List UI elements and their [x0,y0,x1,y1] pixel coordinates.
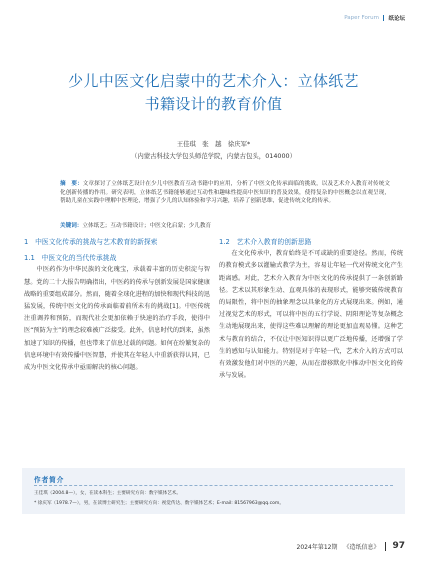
bio-divider [34,485,393,486]
section-label-zh: 纸论坛 [388,16,405,22]
abstract-label: 摘 要： [60,181,83,187]
author-bio-box [22,468,405,514]
keywords [60,221,211,229]
section-label-en: Paper Forum [344,15,379,21]
bio-line-1: 王佳琪（2004.8—），女，在读本科生；主要研究方向：数字媒体艺术。 [34,491,181,496]
issue-label: 2024年第12期 [296,543,338,551]
journal-name: 《造纸信息》 [343,543,380,551]
author-list: 王佳琪 张 越 徐庆军* [176,140,251,148]
subsection-heading-1-1: 1.1 中医文化的当代传承挑战 [24,254,117,263]
affiliation: （内蒙古科技大学包头师范学院，内蒙古包头，014000） [131,152,296,160]
section-header [344,14,405,22]
bio-line-2: * 徐庆军（1978.7—），男，在读博士研究生；主要研究方向：视觉传达、数字媒体艺术；E-mail: 81567963@qq.com。 [34,501,284,506]
keywords-text: 立体纸艺；互动书籍设计；中医文化启蒙；少儿教育 [82,223,212,229]
header-divider [383,15,385,21]
section-heading-1: 1 中医文化传承的挑战与艺术教育的新探索 [24,238,158,246]
keywords-label: 关键词： [60,223,83,229]
footer-divider [385,542,386,551]
abstract [60,180,390,206]
article-title-line2: 书籍设计的教育价值 [144,95,283,113]
abstract-text: 文章探讨了立体纸艺设计在少儿中医教育互动书籍中的应用，分析了中医文化传承面临的挑战，以及艺术介入教育对传统文化创新传播的作用。研究表明，立体纸艺书籍能够通过互动性和趣味性提高中医知识的普及效果，使得复杂的中医概念以直观呈现，帮助儿童在实践中理解中医理论，增强了少儿的认知体验和学习兴趣，培养了创新思维，促进传统文化的传承。 [60,181,390,204]
page-footer [297,541,405,551]
body-paragraph: 中医药作为中华民族的文化瑰宝，承载着丰富的历史积淀与智慧。党的二十大报告明确指出，中医药的传承与创新发展是国家健康战略的重要组成部分。然而，随着全球化进程的加快和现代科技的迅猛发展，传统中医文化的传承面临着前所未有的挑战[1]。中医传统注重调养和预防，而现代社会更加依赖于快速的治疗手段，使得中医“预防为主”的理念较难被广泛接受。此外，信息时代的到来，虽然加速了知识的传播，但也带来了信息过载的问题。如何在纷繁复杂的信息环境中有效传播中医智慧，并使其在年轻人中重新获得认同，已成为中医文化传承中亟需解决的核心问题。 [24,266,210,372]
bio-title: 作者简介 [34,476,65,484]
right-column [219,236,403,382]
page-number: 97 [392,541,405,551]
body-paragraph: 在文化传承中，教育始终是不可或缺的重要途径。然而，传统的教育模式多以灌输式教学为主，容易让年轻一代对传统文化产生距离感。对此，艺术介入教育为中医文化的传承提供了一条创新路径。艺术以其形象生动、直观具体的表现形式，能够突破传统教育的局限性，将中医的抽象理念以具象化的方式展现出来。例如，通过视觉艺术的形式，可以将中医的五行学说、阴阳理论等复杂概念生动地展现出来，使得这些难以理解的理论更加直观易懂。这种艺术与教育的结合，不仅让中医知识得以更广泛地传播，还增强了学生的感知与认知能力。特别是对于年轻一代，艺术介入的方式可以有效激发他们对中医的兴趣，从而在潜移默化中推动中医文化的传承与发展。 [219,250,403,380]
subsection-heading-1-2: 1.2 艺术介入教育的创新思路 [219,238,312,246]
article-title-line1: 少儿中医文化启蒙中的艺术介入：立体纸艺 [68,72,359,90]
left-column [24,236,210,374]
